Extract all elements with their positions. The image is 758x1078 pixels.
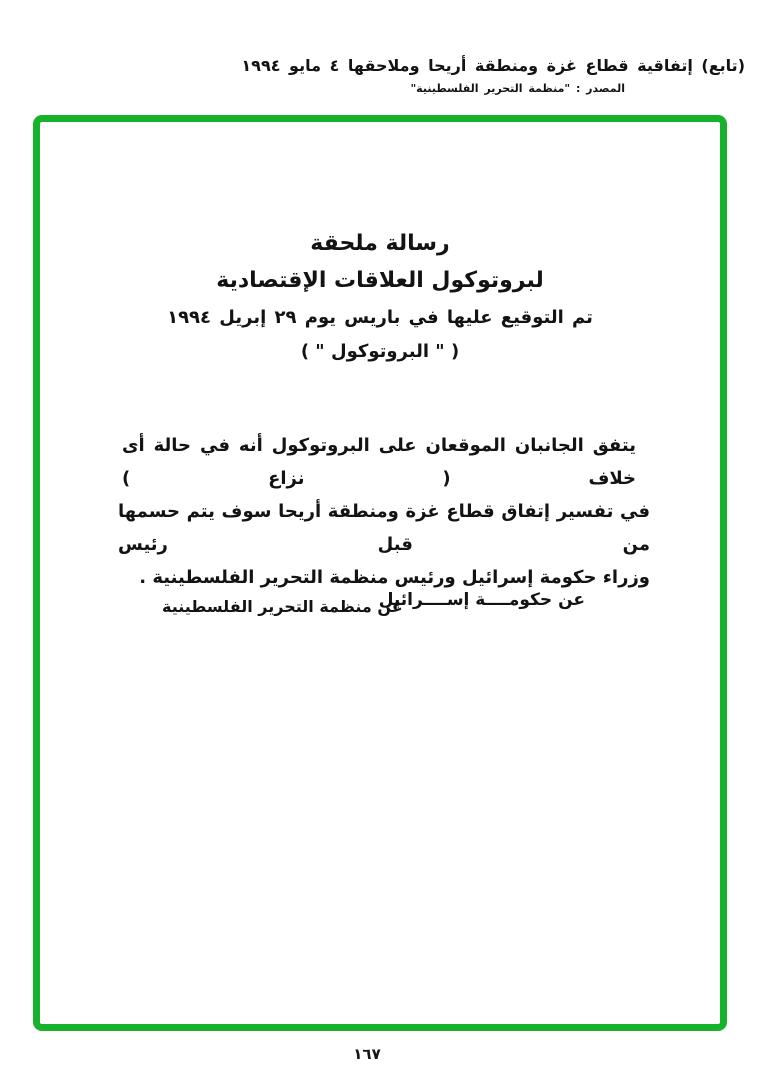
header-agreement-title: (تابع) إتفاقية قطاع غزة ومنطقة أريحا وملاحقها ٤ مايو ١٩٩٤ [241,56,745,75]
letter-body [118,429,650,594]
page-number: ١٦٧ [353,1045,381,1063]
header-source-line: المصدر : "منظمة التحرير الفلسطينية" [410,82,625,95]
letter-heading-line-3: تم التوقيع عليها في باريس يوم ٢٩ إبريل ١٩٩٤ [167,307,593,328]
letter-body-line: في تفسير إتفاق قطاع غزة ومنطقة أريحا سوف يتم حسمها من قبل رئيس [118,501,650,555]
letter-body-line: يتفق الجانبان الموقعان على البروتوكول أنه في حالة أى خلاف ( نزاع ) [122,435,636,489]
letter-heading-line-1: رسالة ملحقة [310,231,450,256]
letter-body-line: وزراء حكومة إسرائيل ورئيس منظمة التحرير الفلسطينية . [139,567,650,588]
signature-plo-label: عن منظمة التحرير الفلسطينية [162,597,403,616]
signature-israel-label: عن حكومــــة إســــرائيل [378,590,585,610]
letter-heading-line-4: ( " البروتوكول " ) [300,341,460,362]
letter-heading-line-2: لبروتوكول العلاقات الإقتصادية [216,268,544,293]
